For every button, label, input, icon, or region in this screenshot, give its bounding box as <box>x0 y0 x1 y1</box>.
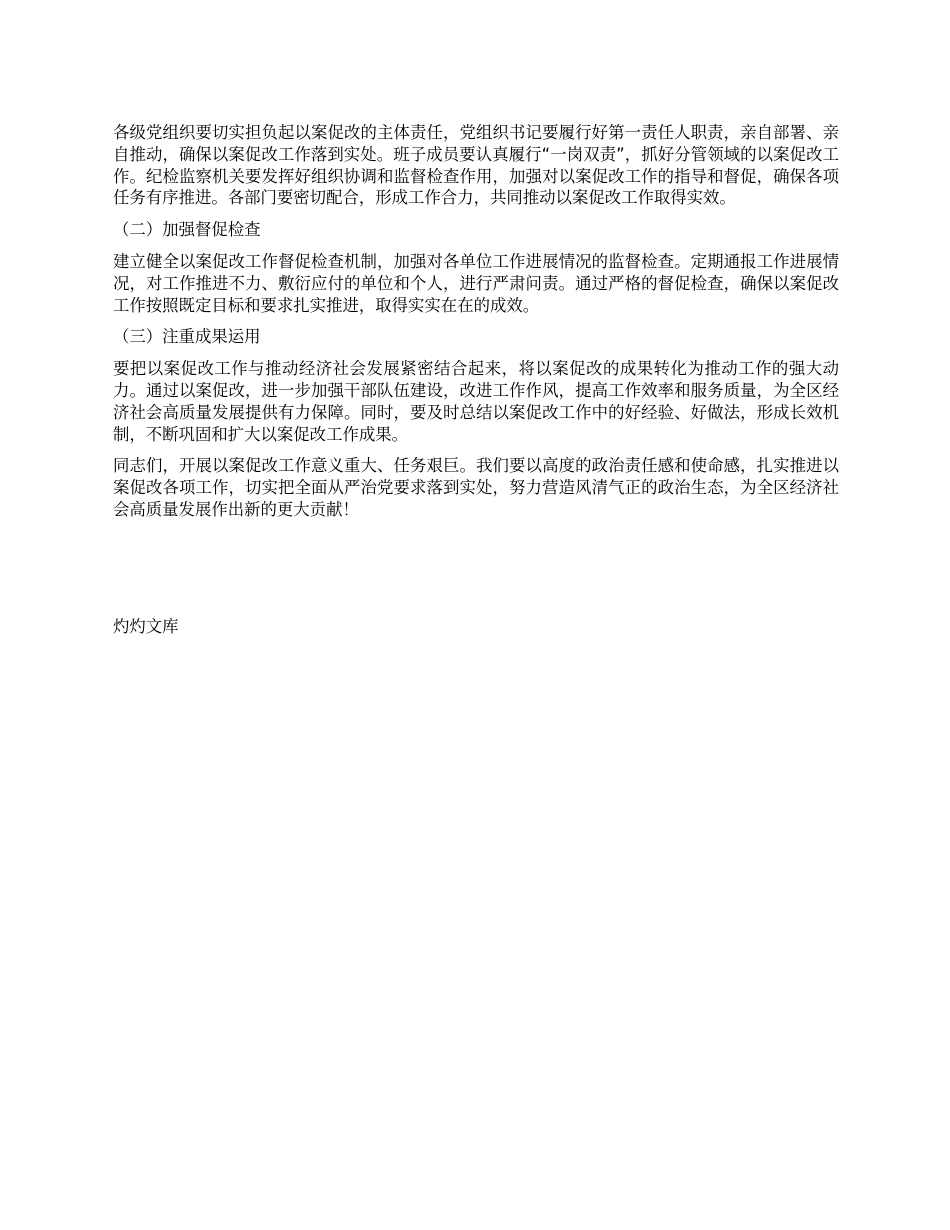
paragraph-closing: 同志们，开展以案促改工作意义重大、任务艰巨。我们要以高度的政治责任感和使命感，扎实推进以案促改各项工作，切实把全面从严治党要求落到实处，努力营造风清气正的政治生态，为全区经济社会高质量发展作出新的更大贡献！ <box>113 456 839 519</box>
section-heading-results: （三）注重成果运用 <box>113 327 261 347</box>
footer-source: 灼灼文库 <box>113 617 179 636</box>
section-heading-supervision: （二）加强督促检查 <box>113 220 261 240</box>
paragraph-responsibility: 各级党组织要切实担负起以案促改的主体责任，党组织书记要履行好第一责任人职责，亲自部署、亲自推动，确保以案促改工作落到实处。班子成员要认真履行“一岗双责”，抓好分管领域的以案促改工作。纪检监察机关要发挥好组织协调和监督检查作用，加强对以案促改工作的指导和督促，确保各项任务有序推进。各部门要密切配合，形成工作合力，共同推动以案促改工作取得实效。 <box>113 123 839 208</box>
paragraph-supervision: 建立健全以案促改工作督促检查机制，加强对各单位工作进展情况的监督检查。定期通报工作进展情况，对工作推进不力、敷衍应付的单位和个人，进行严肃问责。通过严格的督促检查，确保以案促改工作按照既定目标和要求扎实推进，取得实实在在的成效。 <box>113 251 839 315</box>
paragraph-results: 要把以案促改工作与推动经济社会发展紧密结合起来，将以案促改的成果转化为推动工作的强大动力。通过以案促改，进一步加强干部队伍建设，改进工作作风，提高工作效率和服务质量，为全区经济社会高质量发展提供有力保障。同时，要及时总结以案促改工作中的好经验、好做法，形成长效机制，不断巩固和扩大以案促改工作成果。 <box>113 359 839 444</box>
document-body <box>113 122 839 531</box>
